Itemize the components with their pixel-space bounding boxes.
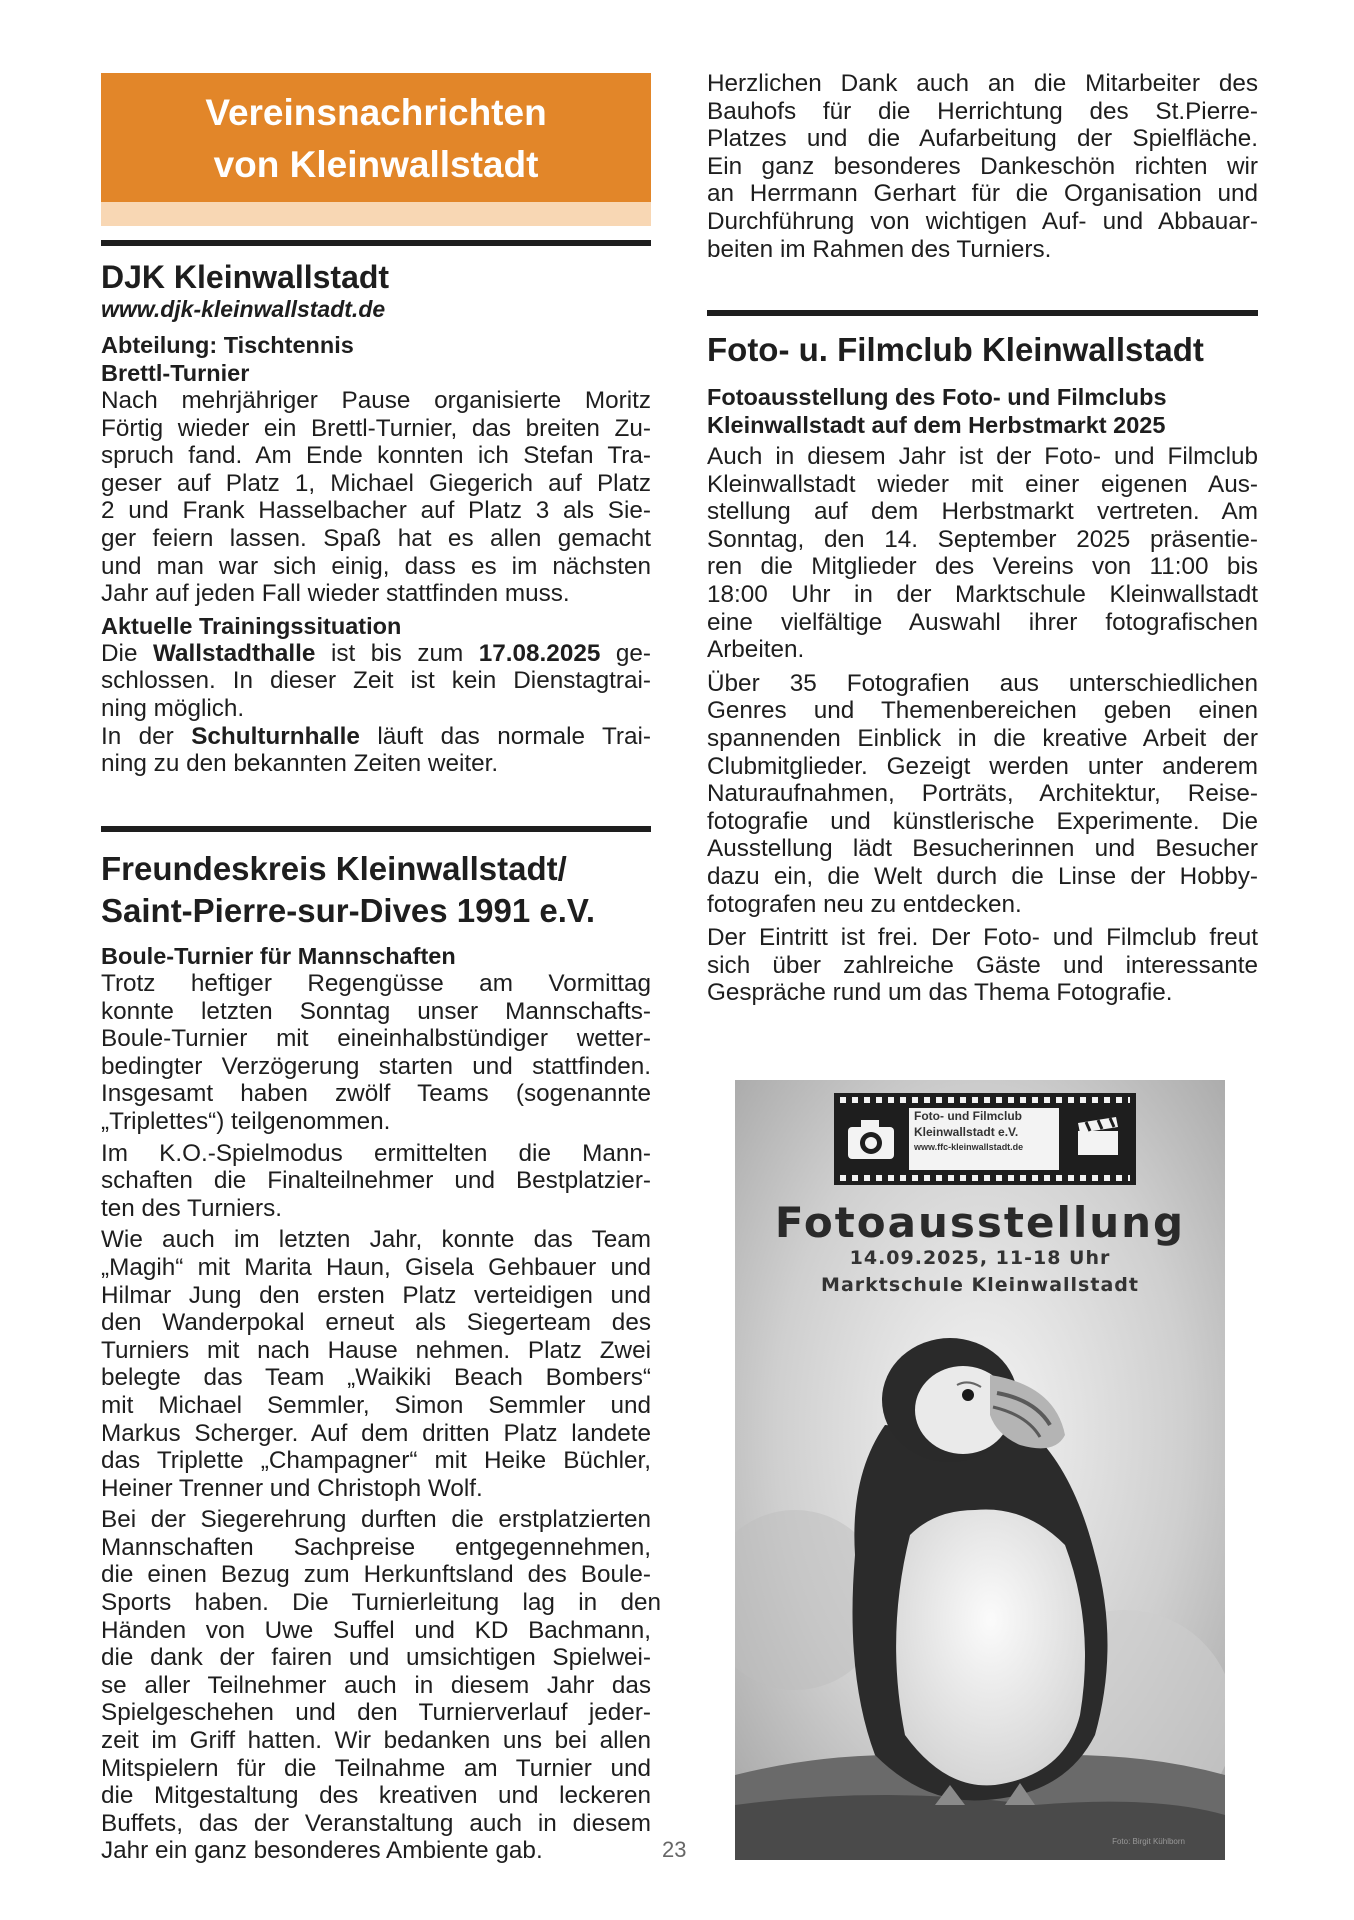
logo-text-box: Foto- und Filmclub Kleinwallstadt e.V. www.ffc-kleinwallstadt.de xyxy=(909,1108,1059,1170)
freundeskreis-section xyxy=(101,848,661,1865)
film-sprocket-bottom xyxy=(840,1175,1130,1181)
djk-url[interactable]: www.djk-kleinwallstadt.de xyxy=(101,296,386,322)
training-paragraph: Die Wallstadthalle ist bis zum 17.08.2025 ge- schlossen. In dieser Zeit ist kein Dienstagtrai- ning möglich. In der Schulturnhalle läuft das normale Trai- ning zu den bekannten Zeiten weiter. xyxy=(101,639,651,778)
boule-paragraph: Bei der Siegerehrung durften die erstplatzierten Mannschaften Sachpreise entgegennehmen, die einen Bezug zum Herkunftsland des Boule- Sports haben. Die Turnierleitung lag in den Händen von Uwe Suffel und KD Bachmann, die dank der fairen und umsichtigen Spielwei- se aller Teilnehmer auch in diesem Jahr das Spielgeschehen und den Turnierverlauf jeder- zeit im Griff hatten. Wir bedanken uns bei allen Mitspielern für die Teilnahme am Turnier und die Mitgestaltung des kreativen und leckeren Buffets, das der Veranstaltung auch in diesem Jahr ein ganz besonderes Ambiente gab. xyxy=(101,1506,661,1865)
section-divider xyxy=(101,826,651,832)
poster-date: 14.09.2025, 11-18 Uhr xyxy=(849,1247,1111,1269)
section-banner xyxy=(101,73,651,202)
djk-paragraph: Nach mehrjähriger Pause organisierte Moritz Förtig wieder ein Brettl-Turnier, das breiten Zu- spruch fand. Am Ende konnten ich Stefan Tra- geser auf Platz 1, Michael Giegerich auf Platz 2 und Frank Hasselbacher auf Platz 3 als Sie- ger feiern lassen. Spaß hat es allen gemacht und man war sich einig, dass es im nächsten Jahr auf jeden Fall wieder stattfinden muss. xyxy=(101,387,651,608)
filmclub-title: Foto- u. Filmclub Kleinwallstadt xyxy=(707,331,1204,368)
boule-paragraph: Trotz heftiger Regengüsse am Vormittag konnte letzten Sonntag unser Mannschafts- Boule-Turnier mit eineinhalbstündiger wetter- bedingter Verzögerung starten und stattfinden. Insgesamt haben zwölf Teams (sogenannte „Triplettes“) teilgenommen. xyxy=(101,970,651,1135)
djk-department: Abteilung: Tischtennis xyxy=(101,332,354,358)
filmclub-paragraph: Der Eintritt ist frei. Der Foto- und Filmclub freut sich über zahlreiche Gäste und interessante Gespräche rund um das Thema Fotografie. xyxy=(707,924,1258,1007)
boule-paragraph: Wie auch im letzten Jahr, konnte das Team „Magih“ mit Marita Haun, Gisela Gehbauer und Hilmar Jung den ersten Platz verteidigen und den Wanderpokal erneut als Siegerteam des Turniers mit nach Hause nehmen. Platz Zwei belegte das Team „Waikiki Beach Bombers“ mit Michael Semmler, Simon Semmler und Markus Scherger. Auf dem dritten Platz landete das Triplette „Champagner“ mit Heike Büchler, Heiner Trenner und Christoph Wolf. xyxy=(101,1226,651,1502)
filmclub-subhead: Fotoausstellung des Foto- und Filmclubs Kleinwallstadt auf dem Herbstmarkt 2025 xyxy=(707,384,1167,438)
djk-title: DJK Kleinwallstadt xyxy=(101,259,390,295)
film-sprocket-top xyxy=(840,1097,1130,1103)
exhibition-poster xyxy=(735,1080,1225,1860)
poster-title: Fotoausstellung xyxy=(774,1198,1186,1247)
boule-paragraph: Im K.O.-Spielmodus ermittelten die Mann- schaften die Finalteilnehmer und Bestplatzier- ten des Turniers. xyxy=(101,1139,651,1222)
page-number: 23 xyxy=(662,1837,687,1862)
poster-venue: Marktschule Kleinwallstadt xyxy=(821,1274,1139,1296)
section-divider xyxy=(707,310,1258,316)
djk-section xyxy=(101,258,651,778)
filmclub-section xyxy=(707,331,1258,1007)
camera-icon xyxy=(846,1115,896,1163)
section-divider xyxy=(101,240,651,246)
clapperboard-icon xyxy=(1074,1113,1122,1161)
filmclub-paragraph: Auch in diesem Jahr ist der Foto- und Filmclub Kleinwallstadt wieder mit einer eigenen Aus- stellung auf dem Herbstmarkt vertreten. Am Sonntag, den 14. September 2025 präsentie- ren die Mitglieder des Vereins von 11:00 bis 18:00 Uhr in der Marktschule Kleinwallstadt eine vielfältige Auswahl ihrer fotografischen Arbeiten. xyxy=(707,443,1258,664)
club-logo xyxy=(834,1093,1136,1185)
banner-title: Vereinsnachrichten von Kleinwallstadt xyxy=(205,92,547,185)
puffin-photo-icon xyxy=(735,1305,1225,1860)
boule-subhead: Boule-Turnier für Mannschaften xyxy=(101,943,456,969)
photo-credit: Foto: Birgit Kühlborn xyxy=(1112,1837,1185,1846)
banner-underline xyxy=(101,202,651,226)
freundeskreis-title: Freundeskreis Kleinwallstadt/ Saint-Pierre-sur-Dives 1991 e.V. xyxy=(101,850,596,929)
djk-subhead: Brettl-Turnier xyxy=(101,360,250,386)
training-heading: Aktuelle Trainingssituation xyxy=(101,612,402,639)
boule-thanks-paragraph: Herzlichen Dank auch an die Mitarbeiter des Bauhofs für die Herrichtung des St.Pierre- Platzes und die Aufarbeitung der Spielfläche. Ein ganz besonderes Dankeschön richten wir an Herrmann Gerhart für die Organisation und Durchführung von wichtigen Auf- und Abbauar- beiten im Rahmen des Turniers. xyxy=(707,70,1258,263)
filmclub-paragraph: Über 35 Fotografien aus unterschiedlichen Genres und Themenbereichen geben einen spannenden Einblick in die kreative Arbeit der Clubmitglieder. Gezeigt werden unter anderem Naturaufnahmen, Porträts, Architektur, Reise- fotografie und künstlerische Experimente. Die Ausstellung lädt Besucherinnen und Besucher dazu ein, die Welt durch die Linse der Hobby- fotografen neu zu entdecken. xyxy=(707,669,1258,918)
